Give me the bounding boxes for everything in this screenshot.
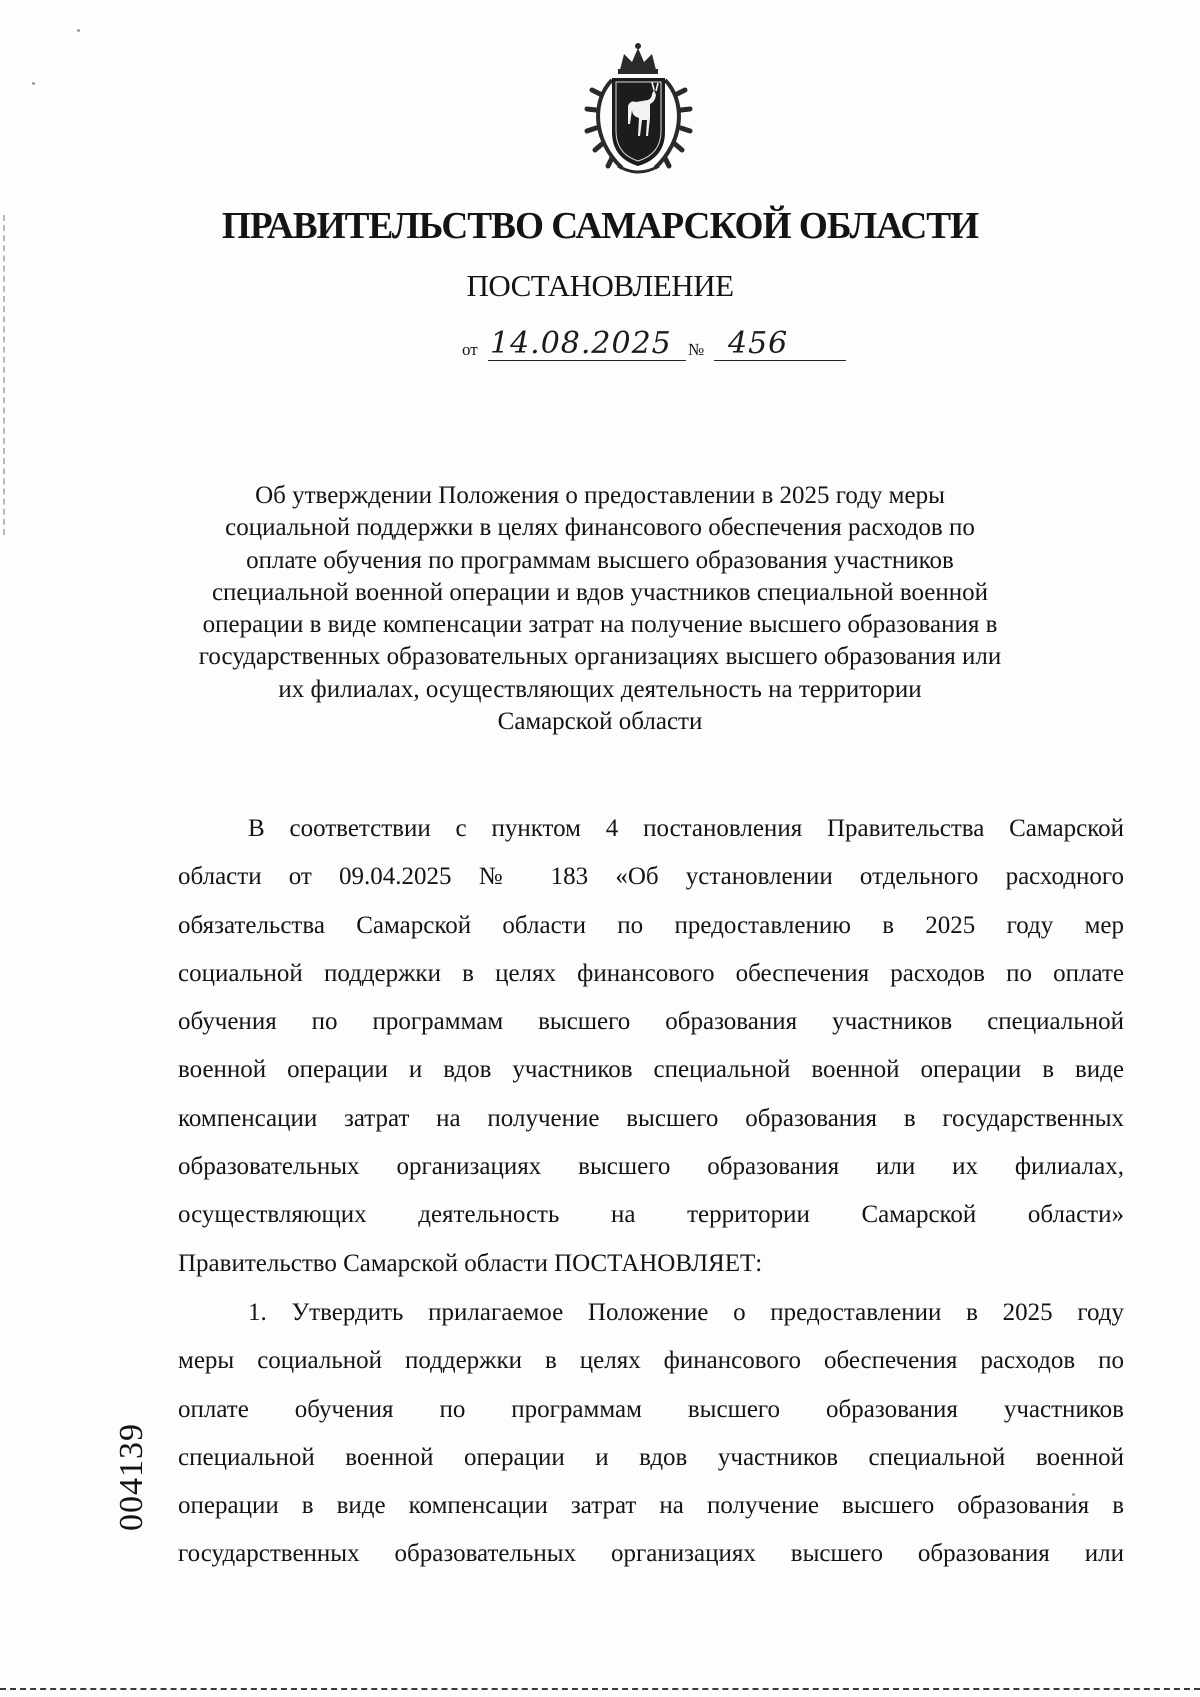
paragraph-line: государственных образовательных организациях высшего образования или [178,1540,1124,1568]
paragraph-line: В соответствии с пунктом 4 постановления Правительства Самарской [248,815,1124,842]
paragraph-line: обучения по программам высшего образования участников специальной [178,1008,1124,1036]
margin-serial-number: 004139 [113,1423,150,1531]
subject-line: Об утверждении Положения о предоставлении в 2025 году меры [255,482,945,509]
subject-line: Самарской области [497,708,703,736]
samara-coat-of-arms-icon [582,40,695,180]
resolution-item-1 [178,1289,1124,1579]
paragraph-line: операции в виде компенсации затрат на получение высшего образования в [178,1492,1124,1520]
scan-edge-mark [3,215,5,535]
subject-line: социальной поддержки в целях финансового обеспечения расходов по [225,514,975,542]
handwritten-number: 456 [728,326,789,361]
subject-line: их филиалах, осуществляющих деятельность на территории [278,675,922,703]
scan-speck [77,29,80,32]
document-subject [150,480,1050,738]
subject-line: специальной военной операции и вдов участников специальной военной [211,578,989,606]
handwritten-date: 14.08.2025 [490,326,672,361]
document-type: ПОСТАНОВЛЕНИЕ [466,268,734,303]
paragraph-line: осуществляющих деятельность на территории Самарской области» [178,1201,1124,1229]
paragraph-line: социальной поддержки в целях финансового обеспечения расходов по оплате [178,959,1124,987]
subject-line: государственных образовательных организациях высшего образования или [198,643,1002,671]
paragraph-line: оплате обучения по программам высшего образования участников [178,1395,1124,1423]
scan-bottom-edge [0,1688,1200,1690]
subject-line: операции в виде компенсации затрат на получение высшего образования в [202,611,998,639]
scan-speck [32,82,35,85]
number-prefix: № [688,340,705,359]
paragraph-line: образовательных организациях высшего образования или их филиалах, [178,1153,1124,1181]
paragraph-line: специальной военной операции и вдов участников специальной военной [178,1443,1124,1471]
paragraph-line: компенсации затрат на получение высшего образования в государственных [178,1104,1124,1132]
preamble-paragraph [178,805,1124,1288]
date-prefix: от [462,340,478,359]
paragraph-line: обязательства Самарской области по предоставлению в 2025 году мер [178,911,1124,939]
paragraph-line: меры социальной поддержки в целях финансового обеспечения расходов по [178,1347,1124,1375]
date-number-line [462,326,862,366]
paragraph-line: области от 09.04.2025 № 183 «Об установлении отдельного расходного [178,863,1124,891]
paragraph-line: 1. Утвердить прилагаемое Положение о предоставлении в 2025 году [248,1299,1124,1326]
paragraph-line: военной операции и вдов участников специальной военной операции в виде [178,1056,1124,1084]
government-title: ПРАВИТЕЛЬСТВО САМАРСКОЙ ОБЛАСТИ [221,205,979,247]
paragraph-line: Правительство Самарской области ПОСТАНОВЛЯЕТ: [178,1249,763,1277]
subject-line: оплате обучения по программам высшего образования участников [246,546,954,574]
